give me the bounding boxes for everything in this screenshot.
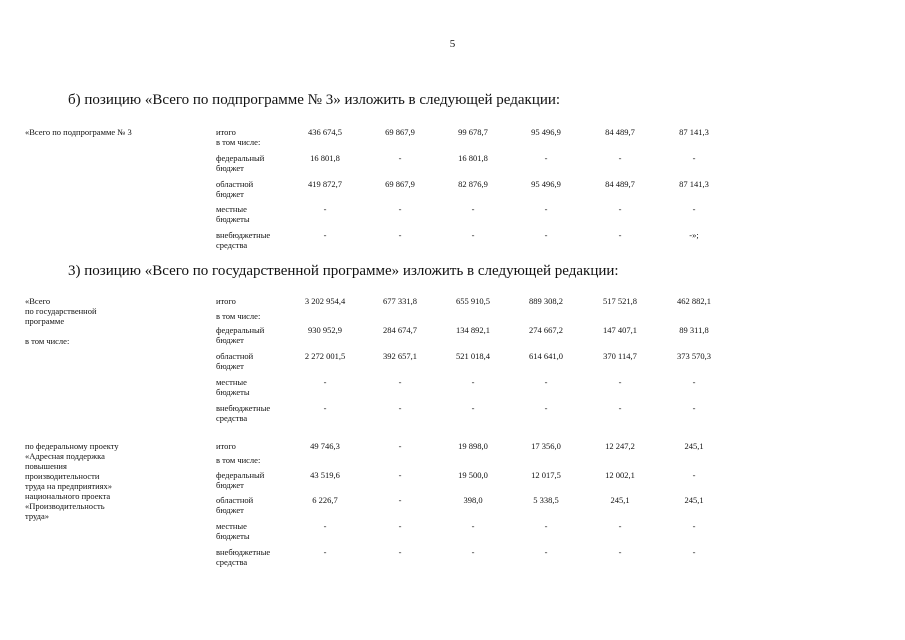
value-cell: 436 674,5 [308,127,342,137]
funding-source-label: областной бюджет [216,179,254,199]
value-cell: - [692,470,696,480]
value-cell: 370 114,7 [603,351,637,361]
value-cell: - [692,204,696,214]
value-cell: 16 801,8 [458,153,488,163]
value-cell: - [544,547,548,557]
value-cell: 398,0 [463,495,483,505]
value-cell: 5 338,5 [533,495,559,505]
page-number: 5 [449,38,456,50]
value-cell: - [544,403,548,413]
value-cell: - [398,403,402,413]
value-cell: - [618,230,622,240]
value-cell: - [323,521,327,531]
value-cell: - [398,470,402,480]
funding-source-label: итого [216,296,236,306]
value-cell: - [471,521,475,531]
value-cell: 16 801,8 [310,153,340,163]
value-cell: 43 519,6 [310,470,340,480]
value-cell: 392 657,1 [383,351,417,361]
value-cell: 2 272 001,5 [304,351,346,361]
value-cell: 95 496,9 [531,179,561,189]
value-cell: - [471,403,475,413]
value-cell: 517 521,8 [603,296,637,306]
value-cell: 521 018,4 [456,351,490,361]
value-cell: 84 489,7 [605,179,635,189]
row-label: по федеральному проекту «Адресная поддержка повышения производительности труда на предприятиях» национального проекта «Производительность труда» [25,441,119,521]
funding-source-label: в том числе: [216,455,261,465]
value-cell: 655 910,5 [456,296,490,306]
value-cell: - [398,377,402,387]
row-label: «Всего по государственной программе в том числе: [25,296,97,346]
value-cell: - [692,521,696,531]
value-cell: - [323,403,327,413]
funding-source-label: внебюджетные средства [216,230,271,250]
value-cell: 89 311,8 [679,325,709,335]
value-cell: 245,1 [684,441,704,451]
value-cell: 6 226,7 [312,495,338,505]
value-cell: - [692,377,696,387]
value-cell: 419 872,7 [308,179,342,189]
value-cell: 82 876,9 [458,179,488,189]
value-cell: 3 202 954,4 [304,296,346,306]
value-cell: -»; [689,230,699,240]
value-cell: - [618,403,622,413]
value-cell: - [398,495,402,505]
value-cell: - [398,230,402,240]
funding-source-label: федеральный бюджет [216,470,265,490]
value-cell: - [323,230,327,240]
value-cell: - [471,547,475,557]
funding-source-label: областной бюджет [216,495,254,515]
value-cell: - [692,547,696,557]
value-cell: - [692,403,696,413]
value-cell: - [471,204,475,214]
value-cell: 462 882,1 [677,296,711,306]
funding-source-label: федеральный бюджет [216,325,265,345]
value-cell: - [323,377,327,387]
value-cell: 274 667,2 [529,325,563,335]
value-cell: 19 898,0 [458,441,488,451]
value-cell: - [618,547,622,557]
funding-source-label: итого [216,441,236,451]
value-cell: 134 892,1 [456,325,490,335]
value-cell: - [471,230,475,240]
value-cell: 69 867,9 [385,127,415,137]
row-label: «Всего по подпрограмме № 3 [25,127,132,137]
value-cell: - [618,521,622,531]
value-cell: - [471,377,475,387]
value-cell: 930 952,9 [308,325,342,335]
funding-source-label: местные бюджеты [216,377,250,397]
value-cell: - [544,377,548,387]
value-cell: 12 017,5 [531,470,561,480]
value-cell: - [544,153,548,163]
value-cell: 889 308,2 [529,296,563,306]
value-cell: - [398,521,402,531]
funding-source-label: областной бюджет [216,351,254,371]
value-cell: 95 496,9 [531,127,561,137]
value-cell: - [544,521,548,531]
value-cell: 12 002,1 [605,470,635,480]
value-cell: 87 141,3 [679,179,709,189]
value-cell: 12 247,2 [605,441,635,451]
value-cell: 99 678,7 [458,127,488,137]
funding-source-label: внебюджетные средства [216,547,271,567]
funding-source-label: внебюджетные средства [216,403,271,423]
value-cell: - [618,204,622,214]
funding-source-label: местные бюджеты [216,521,250,541]
value-cell: 87 141,3 [679,127,709,137]
funding-source-label: в том числе: [216,311,261,321]
value-cell: - [398,204,402,214]
value-cell: 17 356,0 [531,441,561,451]
funding-source-label: федеральный бюджет [216,153,265,173]
value-cell: - [544,230,548,240]
value-cell: - [692,153,696,163]
value-cell: 69 867,9 [385,179,415,189]
heading-state-program: 3) позицию «Всего по государственной программе» изложить в следующей редакции: [68,263,619,279]
value-cell: - [323,547,327,557]
funding-source-label: итого в том числе: [216,127,261,147]
value-cell: - [618,377,622,387]
funding-source-label: местные бюджеты [216,204,250,224]
value-cell: - [323,204,327,214]
value-cell: 49 746,3 [310,441,340,451]
value-cell: - [398,153,402,163]
value-cell: 245,1 [610,495,630,505]
value-cell: - [398,547,402,557]
value-cell: 84 489,7 [605,127,635,137]
value-cell: - [544,204,548,214]
value-cell: - [398,441,402,451]
value-cell: 614 641,0 [529,351,563,361]
value-cell: 373 570,3 [677,351,711,361]
value-cell: - [618,153,622,163]
value-cell: 147 407,1 [603,325,637,335]
value-cell: 284 674,7 [383,325,417,335]
heading-subprogram-3: б) позицию «Всего по подпрограмме № 3» изложить в следующей редакции: [68,92,561,108]
value-cell: 19 500,0 [458,470,488,480]
value-cell: 677 331,8 [383,296,417,306]
value-cell: 245,1 [684,495,704,505]
